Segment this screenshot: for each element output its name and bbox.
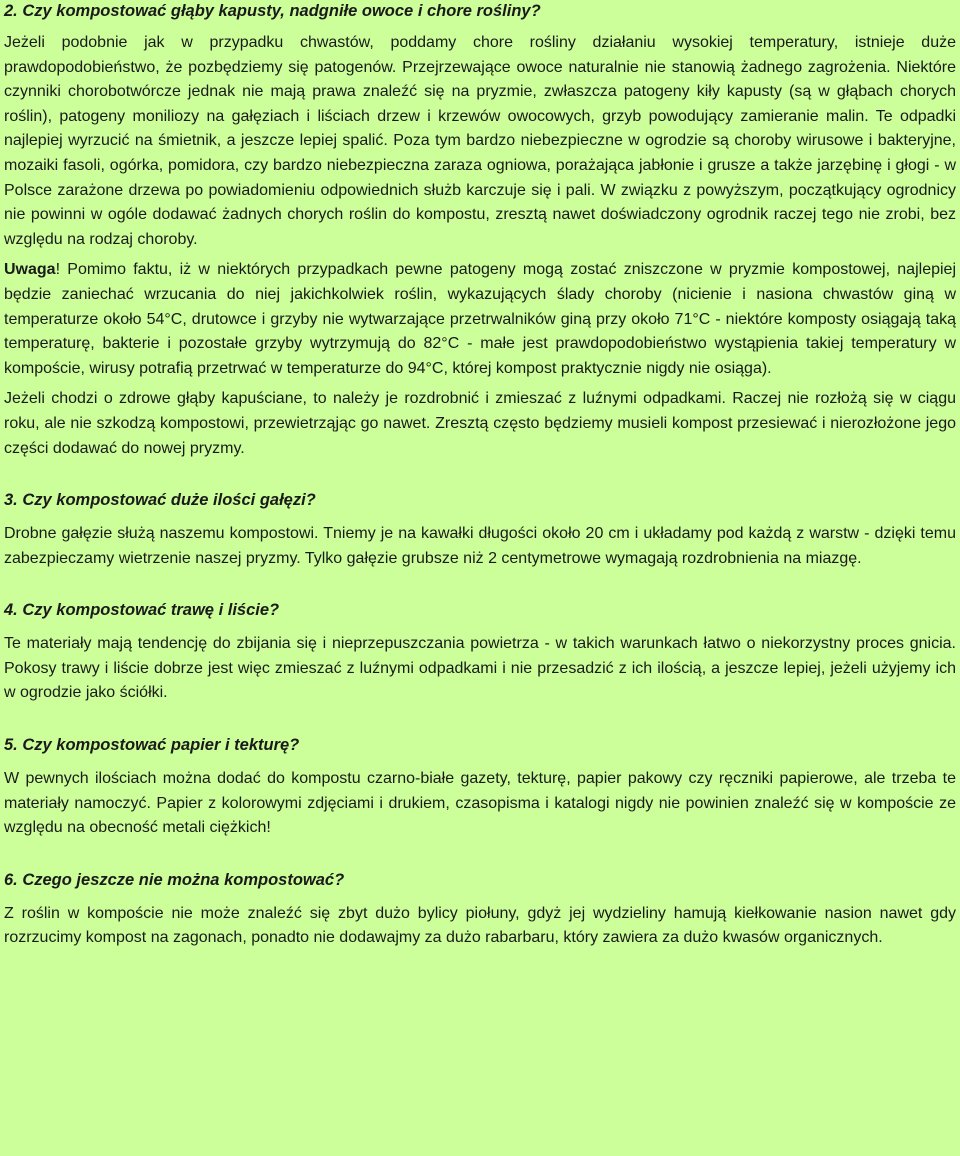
section-2-paragraph-3: Jeżeli chodzi o zdrowe głąby kapuściane, to należy je rozdrobnić i zmieszać z luźnymi odpadkami. Raczej nie rozłożą się w ciągu roku, ale nie szkodzą kompostowi, przewietrząjąc go nawet. Zresztą często będziemy musieli kompost przesiewać i nierozłożone jego części dodawać do nowej pryzmy.	[4, 390, 956, 457]
section-4-paragraph-1: Te materiały mają tendencję do zbijania się i nieprzepuszczania powietrza - w takich warunkach łatwo o niekorzystny proces gnicia. Pokosy trawy i liście dobrze jest więc zmieszać z luźnymi odpadkami i nie przesadzić z ich ilością, a jeszcze lepiej, jeżeli użyjemy ich w ogrodzie jako ściółki.	[4, 635, 956, 702]
section-3-paragraph-1: Drobne gałęzie służą naszemu kompostowi. Tniemy je na kawałki długości około 20 cm i układamy pod każdą z warstw - dzięki temu zabezpieczamy wietrzenie naszej pryzmy. Tylko gałęzie grubsze niż 2 centymetrowe wymagają rozdrobnienia na miazgę.	[4, 525, 956, 567]
section-6-paragraph-1: Z roślin w kompoście nie może znaleźć się zbyt dużo bylicy piołuny, gdyż jej wydzieliny hamują kiełkowanie nasion nawet gdy rozrzucimy kompost na zagonach, ponadto nie dodawajmy za dużo rabarbaru, który zawiera za dużo kwasów organicznych.	[4, 904, 956, 947]
section-5-heading: 5. Czy kompostować papier i tekturę?	[4, 736, 300, 755]
section-4-heading: 4. Czy kompostować trawę i liście?	[4, 601, 280, 620]
section-5-paragraph-1: W pewnych ilościach można dodać do kompostu czarno-białe gazety, tekturę, papier pakowy czy ręczniki papierowe, ale trzeba te materiały namoczyć. Papier z kolorowymi zdjęciami i drukiem, czasopisma i katalogi nigdy nie powinien znaleźć się w kompoście ze względu na obecność metali ciężkich!	[4, 770, 956, 837]
section-6-heading: 6. Czego jeszcze nie można kompostować?	[4, 870, 345, 889]
section-2-paragraph-1: Jeżeli podobnie jak w przypadku chwastów, poddamy chore rośliny działaniu wysokiej temperatury, istnieje duże prawdopodobieństwo, że pozbędziemy się patogenów. Przejrzewające owoce naturalnie nie stanowią żadnego zagrożenia. Niektóre czynniki chorobotwórcze jednak nie mają prawa znaleźć się na pryzmie, zwłaszcza patogeny kiły kapusty (są w głąbach chorych roślin), patogeny moniliozy na gałęziach i liściach drzew i krzewów owocowych, grzyb powodujący zamieranie malin. Te odpadki najlepiej wyrzucić na śmietnik, a jeszcze lepiej spalić. Poza tym bardzo niebezpieczne w ogrodzie są choroby wirusowe i bakteryjne, mozaiki fasoli, ogórka, pomidora, czy bardzo niebezpieczna zaraza ogniowa, porażająca jabłonie i grusze a także jarzębinę i głogi - w Polsce zarażone drzewa po powiadomieniu odpowiednich służb karczuje się i pali. W związku z powyższym, początkujący ogrodnicy nie powinni w ogóle dodawać żadnych chorych roślin do kompostu, zresztą nawet doświadczony ogrodnik raczej tego nie zrobi, bez względu na rodzaj choroby.	[4, 34, 956, 248]
section-2-heading: 2. Czy kompostować głąby kapusty, nadgniłe owoce i chore rośliny?	[4, 2, 541, 20]
warning-label: Uwaga	[4, 261, 56, 279]
section-2-paragraph-2-text: ! Pomimo faktu, iż w niektórych przypadkach pewne patogeny mogą zostać zniszczone w pryzmie kompostowej, najlepiej będzie zaniechać wrzucania do niej jakichkolwiek roślin, wykazujących ślady choroby (nicienie i nasiona chwastów giną w temperaturze około 54°C, drutowce i grzyby nie wytwarzające przetrwalników giną przy około 71°C - niektóre komposty osiągają taką temperaturę, bakterie i pozostałe grzyby wytrzymują do 82°C - małe jest prawdopodobieństwo wystąpienia takiej temperatury w kompoście, wirusy potrafią przetrwać w temperaturze do 94°C, której kompost praktycznie nigdy nie osiąga).	[4, 261, 956, 377]
section-3-heading: 3. Czy kompostować duże ilości gałęzi?	[4, 491, 316, 510]
section-2-paragraph-2	[4, 258, 956, 381]
